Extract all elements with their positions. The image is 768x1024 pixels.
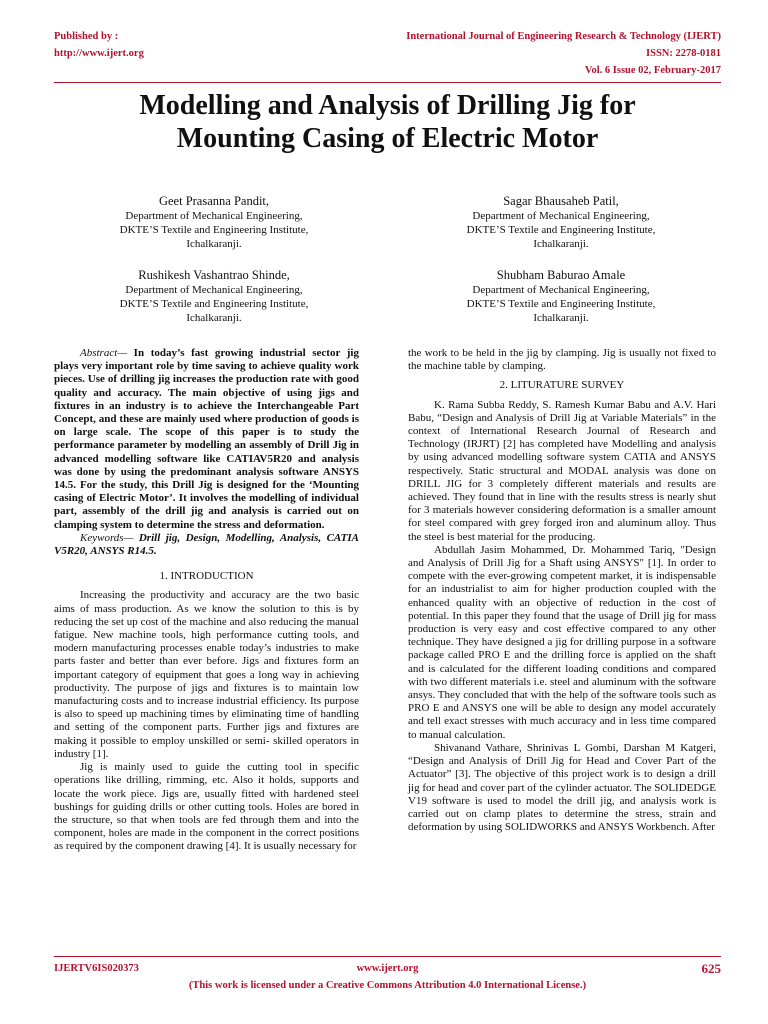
author-name: Geet Prasanna Pandit, <box>158 194 270 208</box>
journal-url-link[interactable]: http://www.ijert.org <box>54 48 144 59</box>
author-block <box>401 267 721 325</box>
section-heading-introduction: 1. INTRODUCTION <box>159 570 254 583</box>
author-institute: DKTE’S Textile and Engineering Institute, <box>119 298 309 310</box>
author-department: Department of Mechanical Engineering, <box>125 284 303 296</box>
publisher-block <box>54 28 144 62</box>
author-block <box>54 193 374 251</box>
abstract <box>54 347 359 532</box>
author-city: Ichalkaranji. <box>186 312 242 324</box>
title-line-1: Modelling and Analysis of Drilling Jig for <box>139 90 636 121</box>
paragraph: K. Rama Subba Reddy, S. Ramesh Kumar Babu and A.V. Hari Babu, “Design and Analysis of Drill Jig at Variable Materials” in the context of International Research Journal of Research and Technology (IRJRT) [2] has completed have Modelling and analysis by using advanced modelling software system CATIA and ANSYS respectively. Static structural and MODAL analysis was done on DRILL JIG for 3 completely different materials and results are achieved. They found that in line with the results stress is nearly shut for 3 materials however considering deformation is a smaller amount for steel compared with grey forged iron and aluminum alloy. Thus the steel is best material for the producing. <box>408 398 716 543</box>
issn-label: ISSN: 2278-0181 <box>646 48 721 59</box>
author-city: Ichalkaranji. <box>186 238 242 250</box>
paragraph: Abdullah Jasim Mohammed, Dr. Mohammed Tariq, "Design and Analysis of Drill Jig for a Shaft using ANSYS" [1]. In order to compete with the ever-growing competent market, it is indispensable for an industrialist to aim for higher production coupled with the enhanced quality with an objective of reduction in the cost of potential. In this paper they found that the usage of Drill jig for mass production is very easy and cost effective compared to any other technique. They have designed a jig for drilling purpose in a software package called PRO E and the drilling force is applied on the shaft and is calculated for the different loading conditions and compared with two different materials i.e. steel and aluminum with the software ansys. They concluded that with the help of the software tools such as PRO E and ANSYS one will be able to design any model accurately and tell exact stresses with much accuracy and in less time compared to manual calculation. <box>408 543 716 741</box>
volume-label: Vol. 6 Issue 02, February-2017 <box>584 65 721 76</box>
footer-url-link[interactable]: www.ijert.org <box>356 963 419 974</box>
paragraph: Jig is mainly used to guide the cutting tool in specific operations like drilling, rimming, etc. Also it holds, supports and locate the work piece. Jigs are, usually fitted with hardened steel bushings for guiding drills or other cutting tools. Holes are bored in the structure, so that when tools are fed through them and into the component, holes are made in the component in the correct positions as required by the component drawing [4]. It is usually necessary for <box>54 761 359 853</box>
author-city: Ichalkaranji. <box>533 238 589 250</box>
author-name: Rushikesh Vashantrao Shinde, <box>138 268 290 282</box>
author-department: Department of Mechanical Engineering, <box>472 210 650 222</box>
journal-name: International Journal of Engineering Research & Technology (IJERT) <box>406 31 721 42</box>
paper-id: IJERTV6IS020373 <box>54 963 139 974</box>
page-header <box>54 28 721 78</box>
keywords-text: Drill jig, Design, Modelling, Analysis, CATIA V5R20, ANSYS R14.5. <box>54 531 359 558</box>
author-city: Ichalkaranji. <box>533 312 589 324</box>
abstract-label: Abstract— <box>80 347 128 359</box>
author-name: Shubham Baburao Amale <box>496 268 626 282</box>
author-block <box>54 267 374 325</box>
author-department: Department of Mechanical Engineering, <box>125 210 303 222</box>
paper-title <box>54 89 721 155</box>
author-institute: DKTE’S Textile and Engineering Institute, <box>466 224 656 236</box>
keywords-label: Keywords— <box>80 531 134 544</box>
author-name: Sagar Bhausaheb Patil, <box>503 194 619 208</box>
author-block <box>401 193 721 251</box>
paragraph-continuation: the work to be held in the jig by clamping. Jig is usually not fixed to the machine table by clamping. <box>408 347 716 373</box>
paragraph: Increasing the productivity and accuracy are the two basic aims of mass production. As we know the solution to this is by reducing the set up cost of the machine and also reducing the manual fatigue. New machine tools, high performance cutting tools, and modern manufacturing processes enable today’s industries to make parts faster and better than ever before. Jigs and fixtures form an important category of equipment that goes a long way in achieving productivity. The purpose of jigs and fixtures is to maintain low manufacturing costs and to increase industrial efficiency. Its purpose is also to speed up machining times by eliminating time of handling and setting of the component parts. Further jigs and fixtures are making it possible to employ unskilled or semi- skilled operators in industry [1]. <box>54 589 359 760</box>
author-institute: DKTE’S Textile and Engineering Institute, <box>466 298 656 310</box>
page-footer <box>54 961 721 1001</box>
header-divider <box>54 82 721 83</box>
left-column <box>54 347 359 854</box>
keywords <box>54 532 359 558</box>
abstract-text: In today’s fast growing industrial sector jig plays very important role by time saving to achieve quality work pieces. Use of drilling jig increases the production rate with good quality and accuracy. The main objective of using jigs and fixtures in an industry is to achieve the Interchangeable Part Concept, and these are mainly used where production of goods is on large scale. The scope of this paper is to study the performance parameter by modelling an assembly of Drill Jig in advanced modelling software like CATIAV5R20 and analysis was done by using the predominant analysis software ANSYS 14.5. For the study, this Drill Jig is designed for the ‘Mounting casing of Electric Motor’. It involves the modelling of individual part, assembly of the drill jig and analysis is carried out on clamping system to determine the stress and deformation. <box>54 347 359 531</box>
section-heading-literature-survey: 2. LITURATURE SURVEY <box>499 379 625 392</box>
right-column <box>408 347 716 834</box>
published-by-label: Published by : <box>54 31 119 42</box>
page-number: 625 <box>701 961 721 976</box>
footer-divider <box>54 956 721 957</box>
title-line-2: Mounting Casing of Electric Motor <box>176 123 599 154</box>
journal-info-block <box>406 28 721 79</box>
license-note: (This work is licensed under a Creative Commons Attribution 4.0 International License.) <box>188 980 587 991</box>
author-department: Department of Mechanical Engineering, <box>472 284 650 296</box>
author-institute: DKTE’S Textile and Engineering Institute, <box>119 224 309 236</box>
paragraph: Shivanand Vathare, Shrinivas L Gombi, Darshan M Katgeri, “Design and Analysis of Drill Jig for Head and Cover Part of the Actuator” [3]. The objective of this project work is to design a drill jig for head and cover part of the cylinder actuator. The SOLIDEDGE V19 software is used to model the drill jig, and analysis work is carried out on clamp plates to determine the stress, strain and deformation by using SOLIDWORKS and ANSYS Workbench. After <box>408 741 716 834</box>
